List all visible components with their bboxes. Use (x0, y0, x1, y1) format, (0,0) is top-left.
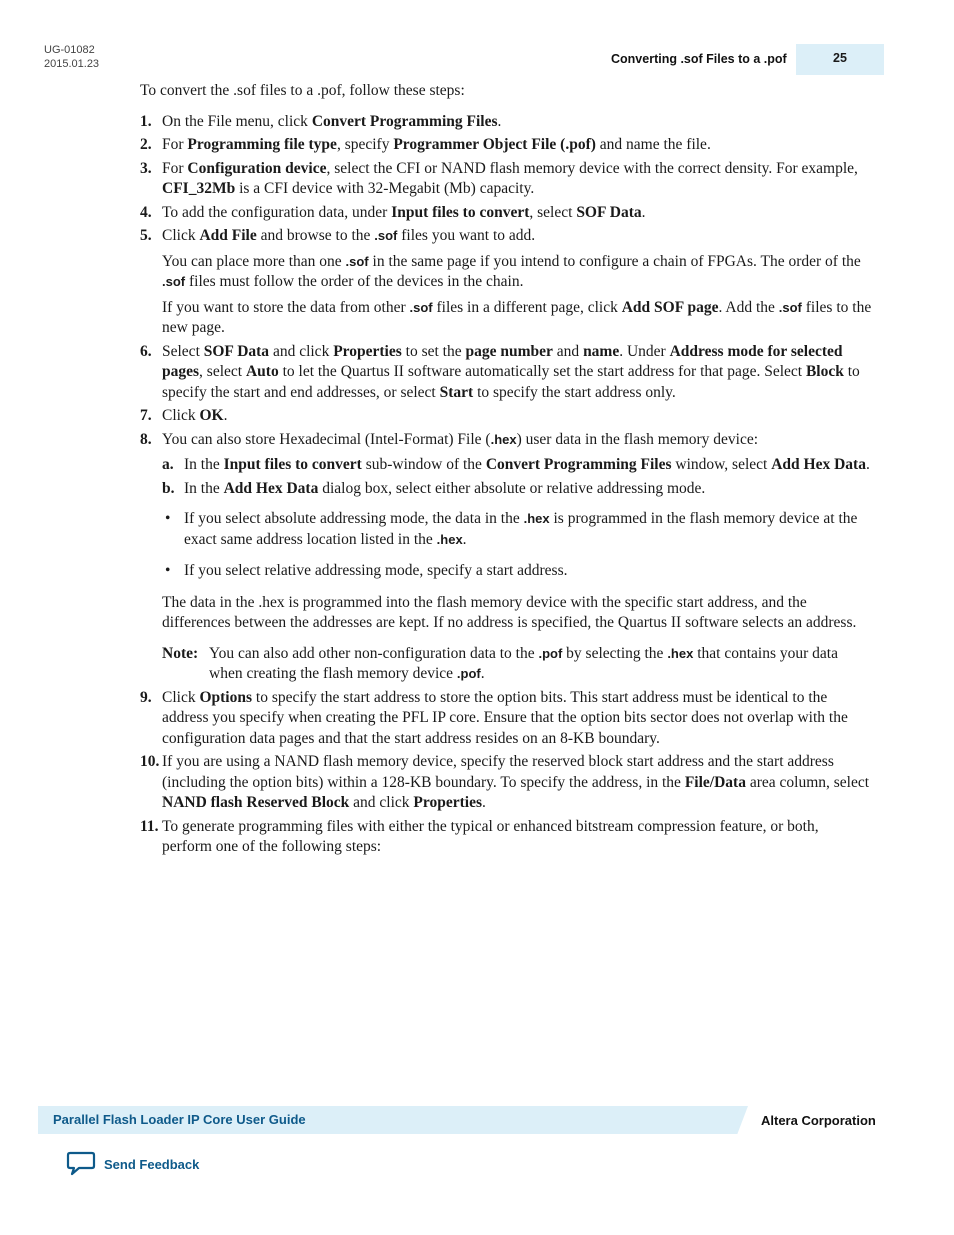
ui-term: Convert Programming Files (311, 112, 498, 130)
text: to specify the start and end addresses, or select (162, 363, 860, 401)
step-number: 6. (140, 342, 152, 360)
ui-term: SOF Data (576, 203, 642, 221)
text: to let the Quartus II software automatically set the start address for that page. Select (278, 363, 806, 380)
file-extension: .pof (538, 645, 563, 661)
text: . Add the (718, 298, 779, 316)
ui-term: Programming file type (187, 136, 337, 153)
file-extension: .pof (456, 666, 481, 681)
ui-term: OK (199, 407, 224, 424)
text: To add the configuration data, under (162, 203, 392, 221)
text: and browse to the (256, 227, 375, 244)
steps-list (140, 112, 872, 858)
text: In the (184, 479, 224, 497)
ui-term: Convert Programming Files (485, 456, 672, 473)
intro-text: To convert the .sof files to a .pof, follow these steps: (140, 82, 465, 99)
ui-term: Add SOF page (621, 298, 719, 316)
text: . (641, 203, 646, 221)
step-5-para-3 (162, 298, 872, 339)
text: files you want to add. (397, 227, 536, 244)
ui-term: Add Hex Data (771, 456, 866, 473)
step-6 (140, 342, 872, 404)
step-number: 9. (140, 688, 152, 706)
file-extension: .hex (436, 531, 463, 547)
substep-b (162, 479, 872, 500)
step-1 (140, 112, 872, 133)
text: dialog box, select either absolute or relative addressing mode. (318, 479, 706, 497)
ui-term: NAND flash Reserved Block (162, 794, 350, 811)
footer-corporation: Altera Corporation (761, 1113, 876, 1128)
text: , select the CFI or NAND flash memory device with the correct density. For example, (326, 159, 858, 177)
text: and click (269, 342, 334, 360)
text: On the File menu, click (162, 112, 312, 130)
text: If you select absolute addressing mode, the data in the (184, 510, 524, 527)
page-number-box (796, 44, 884, 75)
text: To generate programming files with either the typical or enhanced bitstream compression feature, or both, perform one of the following steps: (162, 817, 819, 855)
text: If you want to store the data from other (162, 298, 410, 316)
text: by selecting the (562, 644, 668, 662)
ui-term: Add File (199, 227, 257, 244)
file-extension: .sof (162, 274, 186, 289)
speech-bubble-icon (66, 1151, 96, 1177)
ui-term: Programmer Object File (.pof) (393, 136, 596, 153)
step-5-para-2 (162, 252, 872, 293)
text: to set the (401, 342, 466, 360)
text: and name the file. (595, 136, 711, 153)
step-11 (140, 817, 872, 858)
send-feedback-link[interactable] (66, 1151, 199, 1177)
text: to specify the start address only. (473, 383, 676, 401)
step-number: 7. (140, 407, 152, 424)
text: is programmed in the flash memory device at the exact same address location listed in the (184, 510, 858, 548)
text: In the (184, 456, 224, 473)
footer-guide-title[interactable]: Parallel Flash Loader IP Core User Guide (53, 1112, 306, 1127)
file-extension: .hex (667, 645, 694, 661)
text: ) user data in the flash memory device: (516, 430, 759, 448)
bullet-absolute (162, 509, 872, 550)
step-5 (140, 226, 872, 339)
text: . (482, 794, 486, 811)
ui-term: CFI_32Mb (162, 180, 236, 197)
step-number: 1. (140, 112, 152, 130)
file-extension: .hex (523, 511, 550, 526)
addressing-mode-bullets (162, 509, 872, 582)
text: For (162, 136, 188, 153)
ui-term: Block (805, 363, 844, 380)
ui-term: Input files to convert (223, 456, 362, 473)
section-title: Converting .sof Files to a .pof (611, 52, 787, 66)
ui-term: Input files to convert (391, 203, 530, 221)
document-id (44, 43, 99, 71)
step-8 (140, 430, 872, 685)
step-number: 2. (140, 136, 152, 153)
substep-a (162, 455, 872, 476)
text: , specify (336, 136, 394, 153)
file-extension: .hex (490, 431, 517, 447)
text: . (480, 665, 485, 682)
file-extension: .sof (345, 253, 369, 269)
text: If you are using a NAND flash memory device, specify the reserved block start address and the start address (including the option bits) within a 128-KB boundary. To specify the address, in the (162, 753, 834, 791)
step-number: 3. (140, 159, 152, 177)
step-number: 11. (140, 817, 159, 835)
text: in the same page if you intend to configure a chain of FPGAs. The order of the (368, 252, 861, 270)
text: You can also add other non-configuration data to the (209, 644, 539, 662)
step-number: 8. (140, 430, 152, 448)
text: Click (162, 688, 200, 706)
text: . (497, 112, 502, 130)
file-extension: .sof (374, 228, 398, 243)
ui-term: name (583, 342, 620, 360)
substep-letter: a. (162, 456, 174, 473)
text: . (462, 530, 467, 548)
text: is a CFI device with 32-Megabit (Mb) capacity. (235, 180, 535, 197)
ui-term: Add Hex Data (223, 479, 319, 497)
text: files must follow the order of the devices in the chain. (185, 273, 524, 290)
ui-term: Properties (333, 342, 402, 360)
ui-term: Auto (245, 363, 279, 380)
text: Select (162, 342, 204, 360)
note (162, 644, 872, 685)
step-7 (140, 406, 872, 427)
ui-term: SOF Data (203, 342, 270, 360)
text: and (552, 342, 584, 360)
substep-letter: b. (162, 479, 175, 497)
send-feedback-label: Send Feedback (104, 1156, 200, 1172)
ui-term: Configuration device (187, 159, 327, 177)
note-label: Note: (162, 644, 199, 662)
text: You can place more than one (162, 252, 346, 270)
file-extension: .sof (409, 299, 433, 315)
text: For (162, 159, 188, 177)
step-number: 4. (140, 203, 152, 221)
bullet-icon: • (165, 562, 171, 579)
text: that contains your data when creating the flash memory device (209, 644, 838, 682)
step-2 (140, 135, 872, 156)
text: and click (349, 794, 414, 811)
text: If you select relative addressing mode, specify a start address. (184, 562, 568, 579)
step-number: 10. (140, 753, 160, 770)
document-date: 2015.01.23 (44, 58, 100, 70)
text: sub-window of the (361, 456, 486, 473)
text: . (865, 456, 870, 473)
ui-term: Address mode for selected pages (162, 342, 843, 380)
step-5-main (162, 226, 872, 247)
text: files to the new page. (162, 298, 872, 336)
step-9 (140, 688, 872, 750)
step-8-substeps (162, 455, 872, 499)
text: You can also store Hexadecimal (Intel-Format) File ( (162, 430, 491, 448)
step-8-para: The data in the .hex is programmed into the flash memory device with the specific start address, and the differences between the addresses are kept. If no address is specified, the Quartus II software selects an address. (162, 593, 857, 631)
text: to specify the start address to store the option bits. This start address must be identical to the address you specify when creating the PFL IP core. Ensure that the option bits sector does not overlap with the configuration data pages and that the start address resides on an 8-KB boundary. (162, 688, 848, 747)
ui-term: Properties (413, 794, 482, 811)
step-number: 5. (140, 227, 152, 244)
text: window, select (671, 456, 772, 473)
text: Click (162, 407, 200, 424)
main-content (140, 81, 872, 861)
text: Click (162, 227, 200, 244)
bullet-relative (162, 561, 872, 582)
document-number: UG-01082 (44, 44, 95, 56)
ui-term: Start (439, 383, 474, 401)
step-3 (140, 159, 872, 200)
text: . (223, 407, 228, 424)
file-extension: .sof (778, 299, 802, 315)
text: files in a different page, click (432, 298, 622, 316)
text: . Under (619, 342, 670, 360)
ui-term: File/Data (684, 773, 746, 791)
step-8-main (162, 430, 872, 451)
step-10 (140, 752, 872, 814)
step-4 (140, 203, 872, 224)
page-number: 25 (833, 51, 847, 65)
ui-term: page number (465, 342, 553, 360)
bullet-icon: • (165, 510, 171, 527)
text: , select (199, 363, 246, 380)
text: , select (529, 203, 577, 221)
ui-term: Options (199, 688, 253, 706)
text: area column, select (745, 773, 870, 791)
